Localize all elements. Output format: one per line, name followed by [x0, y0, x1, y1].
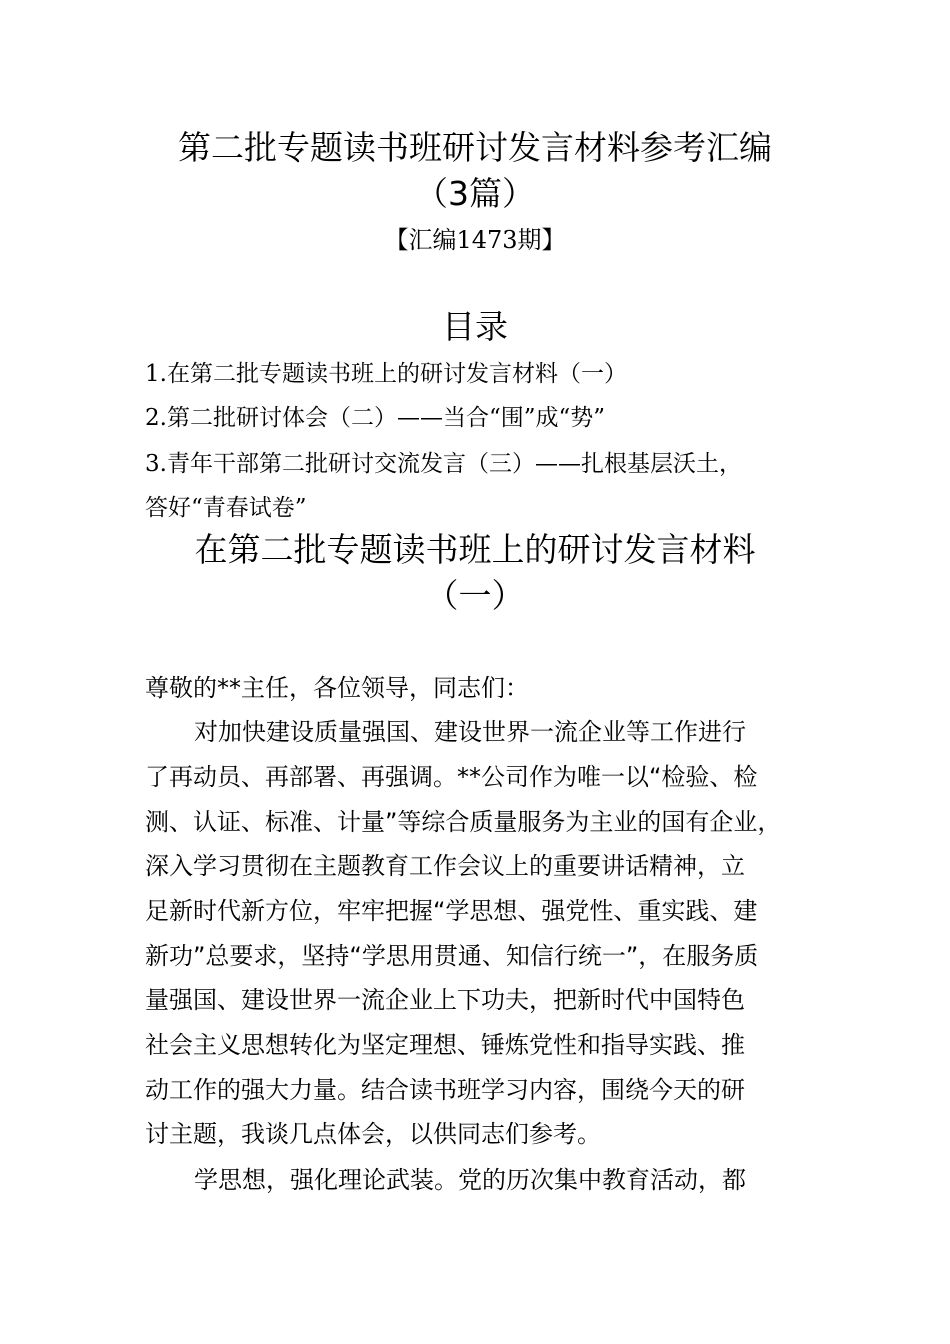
- body-text-line: 量强国、建设世界一流企业上下功夫，把新时代中国特色: [145, 986, 745, 1014]
- toc-item-3: 3.青年干部第二批研讨交流发言（三）——扎根基层沃土，: [145, 451, 742, 477]
- body-text-line: 社会主义思想转化为坚定理想、锤炼党性和指导实践、推: [145, 1031, 745, 1059]
- toc-item-1: 1.在第二批专题读书班上的研讨发言材料（一）: [145, 361, 627, 387]
- issue-number: 【汇编1473期】: [384, 226, 566, 254]
- body-text-line: 测、认证、标准、计量”等综合质量服务为主业的国有企业，: [145, 808, 782, 836]
- body-text-line: 对加快建设质量强国、建设世界一流企业等工作进行: [194, 718, 746, 746]
- body-text-line: 学思想，强化理论武装。党的历次集中教育活动，都: [194, 1166, 746, 1194]
- toc-item-3-continued: 答好“青春试卷”: [145, 495, 307, 521]
- salutation: 尊敬的**主任，各位领导，同志们：: [145, 674, 529, 702]
- body-text-line: 讨主题，我谈几点体会，以供同志们参考。: [145, 1120, 601, 1148]
- body-text-line: 新功”总要求，坚持“学思用贯通、知信行统一”，在服务质: [145, 942, 759, 970]
- body-text-line: 足新时代新方位，牢牢把握“学思想、强党性、重实践、建: [145, 897, 758, 925]
- body-text-line: 深入学习贯彻在主题教育工作会议上的重要讲话精神，立: [145, 852, 745, 880]
- section-title-line-1: 在第二批专题读书班上的研讨发言材料: [194, 530, 756, 569]
- toc-item-2: 2.第二批研讨体会（二）——当合“围”成“势”: [145, 405, 605, 431]
- document-title-line-2: （3篇）: [415, 174, 535, 213]
- document-title-line-1: 第二批专题读书班研讨发言材料参考汇编: [178, 128, 772, 167]
- toc-heading: 目录: [442, 307, 508, 346]
- body-text-line: 了再动员、再部署、再强调。**公司作为唯一以“检验、检: [145, 763, 758, 791]
- section-title-line-2: （一）: [425, 576, 525, 615]
- body-text-line: 动工作的强大力量。结合读书班学习内容，围绕今天的研: [145, 1076, 745, 1104]
